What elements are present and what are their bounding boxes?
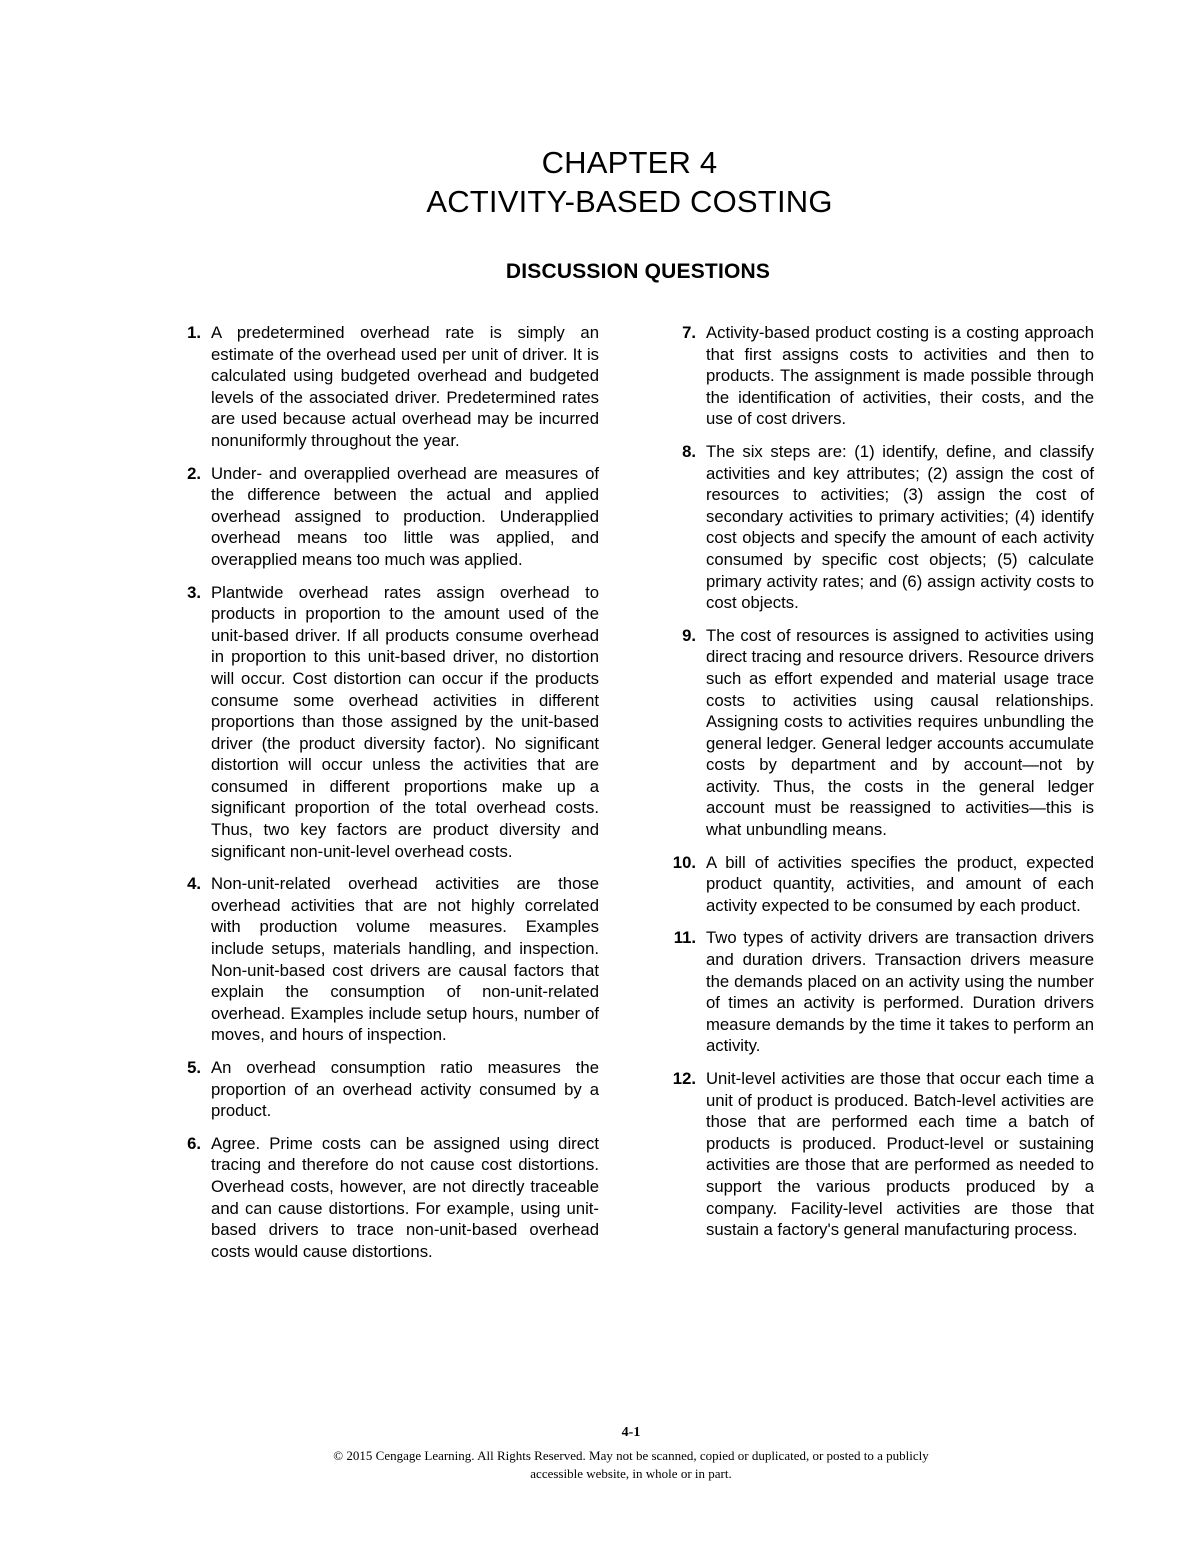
question-answer: The cost of resources is assigned to activities using direct tracing and resource drivers. Resource drivers such as effort expended and material usage trace costs to activities using causal relationships. Assigning costs to activities requires unbundling the general ledger. General ledger accounts accumulate costs by department and by account—not by activity. Thus, the costs in the general ledger account must be reassigned to activities—this is what unbundling means. bbox=[706, 625, 1094, 840]
question-item bbox=[169, 322, 599, 452]
copyright-notice bbox=[0, 1447, 1200, 1483]
chapter-title: ACTIVITY-BASED COSTING bbox=[426, 184, 833, 219]
copyright-line-1: © 2015 Cengage Learning. All Rights Reserved. May not be scanned, copied or duplicated, or posted to a publicly bbox=[333, 1448, 929, 1463]
copyright-line-2: accessible website, in whole or in part. bbox=[530, 1466, 732, 1481]
question-answer: Two types of activity drivers are transaction drivers and duration drivers. Transaction drivers measure the demands placed on an activity using the number of times an activity is performed. Duration drivers measure demands by the time it takes to perform an activity. bbox=[706, 928, 1094, 1056]
question-item bbox=[664, 1068, 1094, 1241]
question-number: 11. bbox=[673, 928, 696, 948]
question-answer: Non-unit-related overhead activities are those overhead activities that are not highly correlated with production volume measures. Examples include setups, materials handling, and inspection. Non-unit-based cost drivers are causal factors that explain the consumption of non-unit-related overhead. Examples include setup hours, number of moves, and hours of inspection. bbox=[211, 874, 599, 1045]
question-number: 5. bbox=[187, 1058, 201, 1077]
page-number: 4-1 bbox=[621, 1425, 641, 1440]
question-number: 4. bbox=[187, 874, 201, 894]
question-answer: Under- and overapplied overhead are measures of the difference between the actual and applied overhead assigned to production. Underapplied overhead means too little was applied, and overapplied means too much was applied. bbox=[211, 463, 599, 569]
question-answer: An overhead consumption ratio measures the proportion of an overhead activity consumed by a product. bbox=[211, 1058, 599, 1121]
section-title: DISCUSSION QUESTIONS bbox=[505, 260, 771, 283]
chapter-heading bbox=[0, 143, 1200, 221]
question-item bbox=[664, 625, 1094, 841]
question-number: 10. bbox=[672, 852, 696, 872]
question-answer: The six steps are: (1) identify, define, and classify activities and key attributes; (2) assign the cost of resources to activities; (3) assign the cost of secondary activities to primary activities; (4) identify cost objects and specify the amount of each activity consumed by specific cost objects; (5) calculate primary activity rates; and (6) assign activity costs to cost objects. bbox=[706, 441, 1094, 613]
question-answer: Activity-based product costing is a costing approach that first assigns costs to activities and then to products. The assignment is made possible through the identification of activities, their costs, and the use of cost drivers. bbox=[706, 323, 1094, 429]
question-answer: Agree. Prime costs can be assigned using direct tracing and therefore do not cause cost distortions. Overhead costs, however, are not directly traceable and can cause distortions. For example, using unit-based drivers to trace non-unit-based overhead costs would cause distortions. bbox=[211, 1133, 599, 1261]
question-item bbox=[664, 927, 1094, 1057]
question-number: 8. bbox=[682, 441, 696, 461]
left-column bbox=[169, 322, 599, 1273]
question-answer: Unit-level activities are those that occur each time a unit of product is produced. Batch-level activities are those that are performed each time a batch of products is produced. Product-level or sustaining activities are those that are performed as needed to support the various products produced by a company. Facility-level activities are those that sustain a factory's general manufacturing process. bbox=[706, 1069, 1094, 1240]
question-number: 12. bbox=[672, 1069, 696, 1088]
question-number: 6. bbox=[187, 1133, 201, 1153]
question-answer: Plantwide overhead rates assign overhead to products in proportion to the amount used of the unit-based driver. If all products consume overhead in proportion to this unit-based driver, no distortion will occur. Cost distortion can occur if the products consume some overhead activities in different proportions than those assigned by the unit-based driver (the product diversity factor). No significant distortion will occur unless the activities that are consumed in different proportions make up a significant proportion of the total overhead costs. Thus, two key factors are product diversity and significant non-unit-level overhead costs. bbox=[211, 582, 599, 861]
question-item bbox=[169, 582, 599, 863]
question-item bbox=[664, 441, 1094, 614]
question-item bbox=[169, 1057, 599, 1122]
question-answer: A predetermined overhead rate is simply an estimate of the overhead used per unit of driver. It is calculated using budgeted overhead and budgeted levels of the associated driver. Predetermined rates are used because actual overhead may be incurred nonuniformly throughout the year. bbox=[211, 323, 599, 450]
question-item bbox=[664, 852, 1094, 917]
question-number: 9. bbox=[682, 625, 696, 645]
question-item bbox=[169, 463, 599, 571]
question-item bbox=[664, 322, 1094, 430]
chapter-number: CHAPTER 4 bbox=[541, 145, 718, 180]
question-number: 7. bbox=[682, 323, 696, 342]
question-item bbox=[169, 1133, 599, 1263]
question-number: 3. bbox=[187, 582, 201, 602]
question-answer: A bill of activities specifies the product, expected product quantity, activities, and amount of each activity expected to be consumed by each product. bbox=[706, 852, 1094, 915]
question-item bbox=[169, 873, 599, 1046]
question-number: 2. bbox=[187, 463, 201, 483]
right-column bbox=[664, 322, 1094, 1252]
question-number: 1. bbox=[187, 323, 201, 342]
